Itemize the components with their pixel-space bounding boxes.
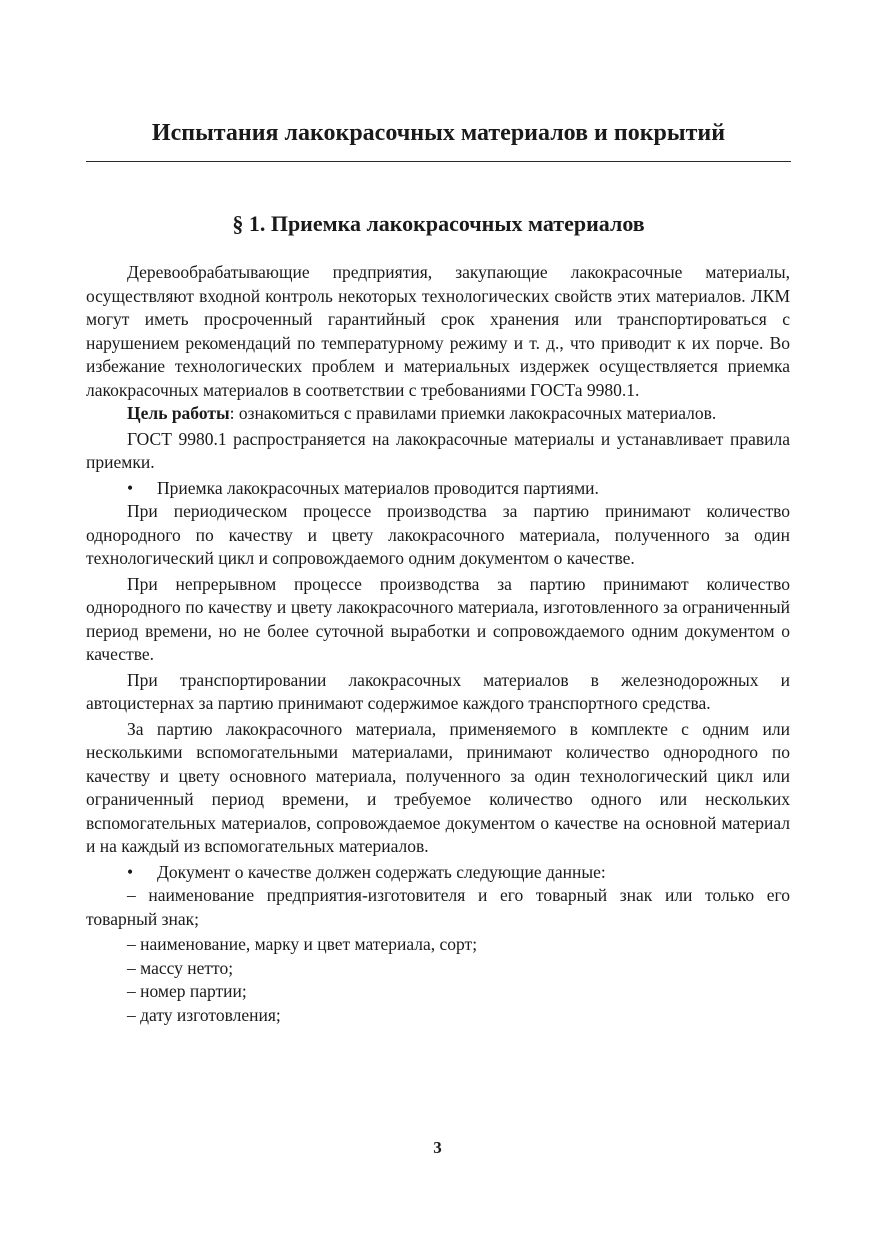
dash-list-item: – массу нетто; bbox=[127, 957, 234, 978]
paragraph-periodic-process: При периодическом процессе производства за партию принимают количество однородного по качеству и цвету лакокрасочного материала, полученного за один технологический цикл и сопровождаемого одним документом о качестве. bbox=[86, 501, 790, 568]
dash-list-item: – номер партии; bbox=[127, 981, 247, 1001]
bullet-text: Документ о качестве должен содержать следующие данные: bbox=[157, 861, 606, 882]
goal-label: Цель работы bbox=[127, 403, 230, 423]
paragraph-intro: Деревообрабатывающие предприятия, закупающие лакокрасочные материалы, осуществляют входной контроль некоторых технологических свойств этих материалов. ЛКМ могут иметь просроченный гарантийный срок хранения или транспортироваться с нарушением рекомендаций по температурному режиму и т. д., что приводит к их порче. Во избежание технологических проблем и материальных издержек осуществляется приемка лакокрасочных материалов в соответствии с требованиями ГОСТа 9980.1. bbox=[86, 262, 790, 400]
body-text bbox=[86, 261, 790, 1027]
page-number: 3 bbox=[433, 1138, 442, 1157]
page-header-title: Испытания лакокрасочных материалов и покрытий bbox=[151, 120, 726, 146]
bullet-icon: • bbox=[127, 861, 134, 882]
dash-list-item: – наименование предприятия-изготовителя и его товарный знак или только его товарный знак; bbox=[86, 885, 790, 929]
bullet-text: Приемка лакокрасочных материалов проводится партиями. bbox=[157, 477, 599, 498]
dash-list-item: – дату изготовления; bbox=[127, 1004, 281, 1025]
paragraph-goal bbox=[86, 402, 790, 426]
bullet-icon: • bbox=[127, 477, 134, 498]
header-divider bbox=[86, 161, 791, 162]
paragraph-transport: При транспортировании лакокрасочных материалов в железнодорожных и автоцистернах за партию принимают содержимое каждого транспортного средства. bbox=[86, 669, 790, 713]
paragraph-continuous-process: При непрерывном процессе производства за партию принимают количество однородного по качеству и цвету лакокрасочного материала, изготовленного за ограниченный период времени, но не более суточной выработки и сопровождаемого одним документом о качестве. bbox=[86, 573, 790, 664]
paragraph-auxiliary-materials: За партию лакокрасочного материала, применяемого в комплекте с одним или несколькими вспомогательными материалами, принимают количество однородного по качеству и цвету основного материала, полученного за один технологический цикл или ограниченный период времени, и требуемое количество одного или нескольких вспомогательных материалов, сопровождаемое документом о качестве на основной материал и на каждый из вспомогательных материалов. bbox=[86, 718, 790, 856]
section-title: § 1. Приемка лакокрасочных материалов bbox=[232, 211, 645, 236]
paragraph-gost-scope: ГОСТ 9980.1 распространяется на лакокрасочные материалы и устанавливает правила приемки. bbox=[86, 428, 790, 472]
bullet-item-batches bbox=[86, 477, 790, 501]
dash-list-item: – наименование, марку и цвет материала, сорт; bbox=[127, 934, 478, 954]
goal-text: : ознакомиться с правилами приемки лакокрасочных материалов. bbox=[229, 403, 717, 423]
bullet-item-quality-document bbox=[86, 861, 790, 885]
